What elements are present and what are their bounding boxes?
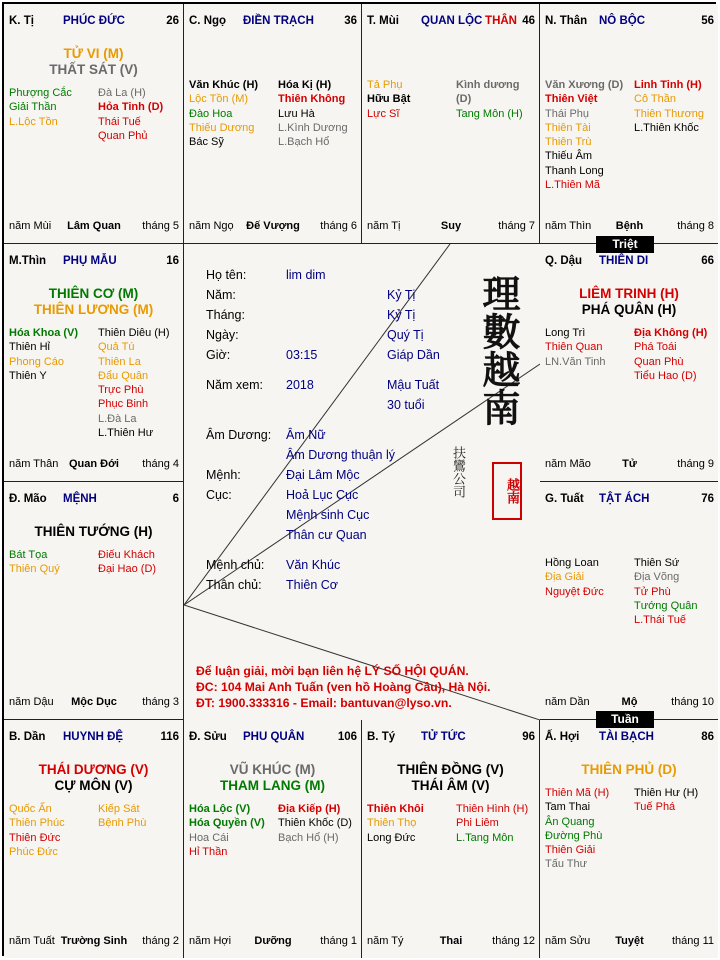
palace-footer (545, 220, 714, 233)
palace-branch: N. Thân (545, 15, 588, 27)
main-star: LIÊM TRINH (H) (579, 286, 679, 301)
palace-age-number: 16 (166, 255, 179, 267)
minor-stars-left (9, 802, 65, 859)
view-year-value: Mậu Tuất (387, 378, 440, 392)
minor-star: Đẩu Quân (98, 369, 149, 382)
palace-month: tháng 4 (142, 458, 179, 470)
palace-stage: Tuyệt (615, 935, 644, 947)
view-year: 2018 (286, 378, 314, 392)
palace-footer (189, 935, 357, 948)
palace-year: năm Hợi (189, 935, 232, 947)
palace-stage: Mộ (621, 696, 638, 708)
palace-footer (189, 220, 357, 233)
minor-star: Thiên Quan (545, 341, 603, 354)
minor-stars-left (545, 556, 604, 599)
main-stars (4, 762, 183, 794)
minor-star: Thiên Thọ (367, 817, 417, 830)
minor-star: Thiên Mã (H) (545, 787, 610, 799)
palace-branch: Q. Dậu (545, 255, 583, 267)
minor-star: Thiên Hỉ (9, 341, 50, 354)
cuc-note-2: Thân cư Quan (286, 528, 367, 542)
minor-star: Hóa Khoa (V) (9, 327, 79, 339)
main-stars (4, 286, 183, 318)
palace-hoi (540, 720, 718, 958)
minor-star: Thiên Khốc (D) (278, 817, 352, 830)
minor-star: Lực Sĩ (367, 107, 400, 120)
minor-stars-right (634, 326, 707, 383)
minor-star: Thiên Diêu (H) (98, 327, 170, 339)
palace-year: năm Dần (545, 696, 590, 708)
name-value: lim dim (286, 268, 326, 282)
palace-footer (545, 696, 714, 709)
palace-age-number: 116 (160, 731, 179, 743)
minor-star: Tuế Phá (634, 801, 676, 814)
palace-footer (545, 458, 714, 471)
palace-month: tháng 1 (320, 935, 357, 947)
minor-star: Thiên Khôi (367, 803, 424, 815)
minor-star: Tấu Thư (545, 858, 588, 871)
minor-star: Đại Hao (D) (98, 563, 157, 576)
minor-star: L.Thiên Mã (545, 179, 601, 192)
minor-stars-right (634, 786, 698, 815)
palace-year: năm Dậu (9, 696, 54, 708)
palace-stage: Lâm Quan (67, 220, 121, 232)
minor-star: Ân Quang (545, 815, 595, 828)
than-marker: THÂN (485, 15, 517, 27)
minor-star: Hoa Cái (189, 831, 229, 844)
minor-star: Hỉ Thần (189, 845, 228, 858)
palace-tuat (540, 482, 718, 720)
palace-month: tháng 8 (677, 220, 714, 232)
palace-name: HUYNH ĐỆ (63, 731, 124, 743)
minor-star: Thiên Hư (H) (634, 787, 699, 799)
palace-ti (4, 4, 184, 244)
palace-name: ĐIỀN TRẠCH (243, 15, 314, 27)
main-star: THIÊN TƯỚNG (H) (34, 524, 153, 539)
minor-star: Đà La (H) (98, 87, 146, 99)
minor-star: Tiểu Hao (D) (634, 369, 697, 382)
palace-header (545, 15, 714, 29)
minor-stars-left (545, 78, 623, 192)
minor-stars-left (9, 548, 60, 577)
palace-stage: Mộc Dục (71, 696, 117, 708)
palace-month: tháng 9 (677, 458, 714, 470)
minor-star: Phá Toái (634, 341, 677, 354)
palace-age-number: 46 (522, 15, 535, 27)
palace-header (367, 731, 535, 745)
minor-star: Đào Hoa (189, 107, 233, 120)
main-stars (540, 286, 718, 318)
palace-dan (4, 720, 184, 958)
minor-stars-right (278, 78, 348, 149)
minor-star: L.Thiên Khốc (634, 121, 699, 134)
minor-star: Tướng Quân (634, 599, 698, 612)
main-star: THIÊN ĐỒNG (V) (397, 762, 504, 777)
palace-month: tháng 12 (492, 935, 535, 947)
palace-header (9, 255, 179, 269)
palace-age-number: 36 (344, 15, 357, 27)
palace-stage: Trường Sinh (60, 935, 128, 947)
palace-stage: Suy (440, 220, 462, 232)
minor-star: Tam Thai (545, 801, 591, 814)
palace-header (545, 255, 714, 269)
minor-stars-right (98, 326, 170, 440)
menh-label: Mệnh: (206, 468, 241, 482)
month-label: Tháng: (206, 308, 245, 322)
minor-star: Tang Môn (H) (456, 107, 523, 120)
palace-branch: T. Mùi (367, 15, 399, 27)
palace-branch: Ấ. Hợi (545, 731, 580, 743)
menh-chu-label: Mệnh chủ: (206, 558, 265, 572)
amduong-label: Âm Dương: (206, 428, 272, 442)
minor-star: Thiên Hình (H) (456, 803, 529, 815)
palace-year: năm Tuất (9, 935, 55, 947)
minor-star: Cô Thần (634, 93, 676, 106)
minor-star: Địa Giải (545, 571, 585, 584)
amduong-note: Âm Dương thuận lý (286, 448, 395, 462)
contact-notice: Để luận giải, mời bạn liên hệ LÝ SỐ HỘI QUÁN. (196, 664, 469, 678)
minor-star: Quan Phù (634, 355, 684, 368)
main-stars (184, 762, 361, 794)
than-chu-value: Thiên Cơ (286, 578, 338, 592)
palace-name: TÀI BẠCH (599, 731, 654, 743)
minor-star: Hóa Quyền (V) (189, 817, 265, 830)
minor-star: Địa Kiếp (H) (278, 803, 341, 815)
palace-stage: Tử (622, 458, 637, 470)
palace-stage: Đế Vượng (246, 220, 300, 232)
palace-header (189, 731, 357, 745)
minor-star: LN.Văn Tinh (545, 355, 606, 368)
main-stars (540, 762, 718, 778)
palace-age-number: 56 (701, 15, 714, 27)
palace-branch: B. Dần (9, 731, 46, 743)
minor-star: Phúc Đức (9, 845, 58, 858)
palace-year: năm Tị (367, 220, 401, 232)
minor-stars-right (634, 556, 698, 627)
minor-star: Kình dương (D) (456, 79, 520, 106)
minor-star: Phượng Cắc (9, 87, 72, 99)
main-star: THAM LANG (M) (220, 778, 325, 793)
palace-month: tháng 10 (671, 696, 714, 708)
minor-star: Văn Khúc (H) (189, 79, 259, 91)
minor-star: Linh Tinh (H) (634, 79, 702, 91)
minor-star: Đường Phù (545, 829, 603, 842)
minor-star: Phục Binh (98, 398, 149, 411)
minor-star: Long Trì (545, 327, 586, 339)
amduong-value: Âm Nữ (286, 428, 326, 442)
palace-header (9, 731, 179, 745)
minor-star: Quốc Ấn (9, 803, 52, 815)
contact-address: ĐC: 104 Mai Anh Tuấn (ven hồ Hoàng Cầu), Hà Nội. (196, 680, 491, 694)
palace-age-number: 66 (701, 255, 714, 267)
minor-star: Lưu Hà (278, 107, 315, 120)
minor-star: Hóa Kị (H) (278, 79, 332, 91)
palace-branch: G. Tuất (545, 493, 584, 505)
day-value: Quý Tị (387, 328, 424, 342)
minor-star: Văn Xương (D) (545, 79, 624, 91)
minor-stars-right (278, 802, 352, 845)
minor-star: Bệnh Phù (98, 817, 147, 830)
palace-month: tháng 6 (320, 220, 357, 232)
minor-star: Bát Tọa (9, 549, 48, 561)
palace-dau (540, 244, 718, 482)
minor-star: Thái Tuế (98, 115, 141, 128)
main-stars (4, 524, 183, 540)
menh-chu-value: Văn Khúc (286, 558, 341, 572)
minor-star: Lộc Tồn (M) (189, 93, 249, 106)
palace-than (540, 4, 718, 244)
palace-month: tháng 3 (142, 696, 179, 708)
palace-branch: M.Thìn (9, 255, 47, 267)
palace-thin (4, 244, 184, 482)
minor-star: L.Thái Tuế (634, 614, 686, 627)
minor-stars-right (456, 802, 528, 845)
than-chu-label: Thân chủ: (206, 578, 262, 592)
minor-star: Địa Không (H) (634, 327, 708, 339)
palace-year: năm Mùi (9, 220, 52, 232)
palace-year: năm Ngọ (189, 220, 234, 232)
year-value: Kỷ Tị (387, 288, 416, 302)
main-star: PHÁ QUÂN (H) (581, 302, 677, 317)
palace-header (545, 493, 714, 507)
minor-stars-left (545, 786, 609, 872)
minor-star: Thiên Tài (545, 121, 591, 134)
palace-name: THIÊN DI (599, 255, 649, 267)
triet-marker: Triệt (596, 236, 654, 253)
minor-star: Phi Liêm (456, 817, 499, 830)
palace-name: QUAN LỘC (421, 15, 483, 27)
minor-star: Thiên Trù (545, 136, 592, 149)
palace-footer (9, 458, 179, 471)
minor-star: Thiên Quý (9, 563, 60, 576)
palace-age-number: 106 (337, 731, 357, 743)
minor-star: Quan Phủ (98, 129, 148, 142)
palace-age-number: 26 (166, 15, 179, 27)
cuc-value: Hoả Lục Cục (286, 488, 359, 502)
horoscope-chart (2, 2, 716, 956)
main-star: CỰ MÔN (V) (54, 778, 133, 793)
palace-footer (367, 935, 535, 948)
minor-stars-left (367, 78, 410, 121)
menh-value: Đại Lâm Mộc (286, 468, 360, 482)
palace-stage: Thai (439, 935, 463, 947)
cuc-label: Cục: (206, 488, 232, 502)
palace-name: PHÚC ĐỨC (63, 15, 125, 27)
main-star: THIÊN PHỦ (D) (581, 762, 677, 777)
palace-year: năm Mão (545, 458, 591, 470)
minor-star: Hỏa Tinh (D) (98, 101, 164, 114)
minor-star: L.Lộc Tồn (9, 115, 58, 128)
year-label: Năm: (206, 288, 236, 302)
minor-star: Thiên Không (278, 93, 346, 106)
main-star: THÁI ÂM (V) (411, 778, 490, 793)
palace-month: tháng 2 (142, 935, 179, 947)
palace-ty (362, 720, 540, 958)
palace-stage: Quan Đới (69, 458, 119, 470)
palace-name: TẬT ÁCH (599, 493, 650, 505)
minor-star: Thiên La (98, 355, 141, 368)
minor-star: Thiên Đức (9, 831, 61, 844)
minor-stars-left (189, 78, 258, 149)
minor-star: Thiên Việt (545, 93, 598, 106)
main-star: VŨ KHÚC (M) (229, 762, 316, 777)
palace-year: năm Tý (367, 935, 404, 947)
view-year-label: Năm xem: (206, 378, 263, 392)
palace-header (545, 731, 714, 745)
minor-star: Thanh Long (545, 164, 604, 177)
minor-star: L.Đà La (98, 412, 137, 425)
palace-branch: K. Tị (9, 15, 34, 27)
palace-age-number: 6 (172, 493, 179, 505)
main-star: THIÊN LƯƠNG (M) (33, 302, 154, 317)
minor-stars-left (545, 326, 606, 369)
age-value: 30 tuổi (387, 398, 425, 412)
minor-star: Thiên Y (9, 369, 47, 382)
minor-star: L.Tang Môn (456, 831, 514, 844)
palace-footer (545, 935, 714, 948)
minor-stars-left (9, 86, 72, 129)
palace-header (367, 15, 535, 29)
palace-year: năm Thìn (545, 220, 592, 232)
palace-name: NÔ BỘC (599, 15, 645, 27)
minor-star: Địa Võng (634, 571, 680, 584)
palace-footer (367, 220, 535, 233)
minor-stars-left (367, 802, 424, 845)
hour-value: Giáp Dần (387, 348, 440, 362)
palace-branch: C. Ngọ (189, 15, 227, 27)
minor-stars-right (98, 802, 146, 831)
minor-star: Thiên Thương (634, 107, 705, 120)
minor-star: Hữu Bật (367, 93, 411, 106)
minor-star: Giải Thần (9, 101, 57, 114)
palace-year: năm Thân (9, 458, 59, 470)
palace-name: PHU QUÂN (243, 731, 305, 743)
palace-branch: Đ. Sửu (189, 731, 227, 743)
palace-header (9, 493, 179, 507)
minor-star: Điếu Khách (98, 549, 155, 561)
minor-star: Thiếu Dương (189, 121, 255, 134)
palace-year: năm Sửu (545, 935, 591, 947)
palace-month: tháng 5 (142, 220, 179, 232)
center-info-panel (184, 244, 540, 720)
minor-star: Thiên Phúc (9, 817, 65, 830)
tuan-marker: Tuần (596, 711, 654, 728)
palace-header (9, 15, 179, 29)
minor-star: Hồng Loan (545, 557, 599, 569)
minor-star: Trực Phù (98, 384, 144, 397)
main-stars (362, 762, 539, 794)
palace-branch: Đ. Mão (9, 493, 47, 505)
palace-name: PHỤ MẪU (63, 255, 117, 267)
palace-name: MỆNH (63, 493, 97, 505)
minor-stars-right (456, 78, 535, 121)
palace-stage: Dưỡng (254, 935, 292, 947)
main-stars (4, 46, 183, 78)
palace-age-number: 86 (701, 731, 714, 743)
palace-ngo (184, 4, 362, 244)
palace-month: tháng 7 (498, 220, 535, 232)
palace-footer (9, 696, 179, 709)
palace-age-number: 96 (522, 731, 535, 743)
palace-mao (4, 482, 184, 720)
minor-star: L.Thiên Hư (98, 427, 154, 440)
minor-star: Nguyệt Đức (545, 585, 604, 598)
hour-time: 03:15 (286, 348, 318, 362)
palace-month: tháng 11 (671, 935, 714, 947)
name-label: Họ tên: (206, 268, 247, 282)
calligraphy-subtitle: 扶鸞公司 (450, 446, 465, 498)
cuc-note-1: Mệnh sinh Cục (286, 508, 370, 522)
hour-label: Giờ: (206, 348, 231, 362)
palace-footer (9, 220, 179, 233)
main-star: TỬ VI (M) (63, 46, 124, 61)
palace-footer (9, 935, 179, 948)
minor-star: Thiên Giải (545, 844, 596, 857)
main-star: THIÊN CƠ (M) (48, 286, 139, 301)
minor-star: Thái Phụ (545, 107, 590, 120)
minor-star: Kiếp Sát (98, 803, 140, 815)
minor-star: Thiên Sứ (634, 557, 680, 569)
minor-star: L.Bạch Hổ (278, 136, 330, 149)
palace-header (189, 15, 357, 29)
minor-star: Tử Phù (634, 585, 671, 598)
minor-star: Quả Tú (98, 341, 135, 354)
palace-suu (184, 720, 362, 958)
minor-stars-right (634, 78, 704, 135)
palace-stage: Bệnh (615, 220, 644, 232)
minor-star: Bạch Hổ (H) (278, 831, 339, 844)
contact-phone-email: ĐT: 1900.333316 - Email: bantuvan@lyso.vn. (196, 696, 452, 710)
minor-star: Bác Sỹ (189, 136, 224, 149)
minor-star: Hóa Lộc (V) (189, 803, 251, 815)
palace-name: TỬ TỨC (421, 731, 466, 743)
minor-stars-right (98, 548, 156, 577)
minor-star: Long Đức (367, 831, 416, 844)
palace-branch: B. Tý (367, 731, 396, 743)
minor-stars-left (189, 802, 265, 859)
month-value: Kỷ Tị (387, 308, 416, 322)
day-label: Ngày: (206, 328, 239, 342)
minor-stars-right (98, 86, 163, 143)
minor-star: Thiếu Âm (545, 150, 593, 163)
calligraphy-title: 理數越南 (476, 274, 521, 426)
minor-star: Tả Phụ (367, 79, 403, 91)
palace-mui (362, 4, 540, 244)
red-seal-stamp: 越南 (492, 462, 522, 520)
minor-star: Phong Cáo (9, 355, 65, 368)
minor-stars-left (9, 326, 78, 383)
palace-age-number: 76 (701, 493, 714, 505)
main-star: THÁI DƯƠNG (V) (38, 762, 149, 777)
main-star: THẤT SÁT (V) (49, 62, 138, 77)
minor-star: L.Kình Dương (278, 121, 348, 134)
